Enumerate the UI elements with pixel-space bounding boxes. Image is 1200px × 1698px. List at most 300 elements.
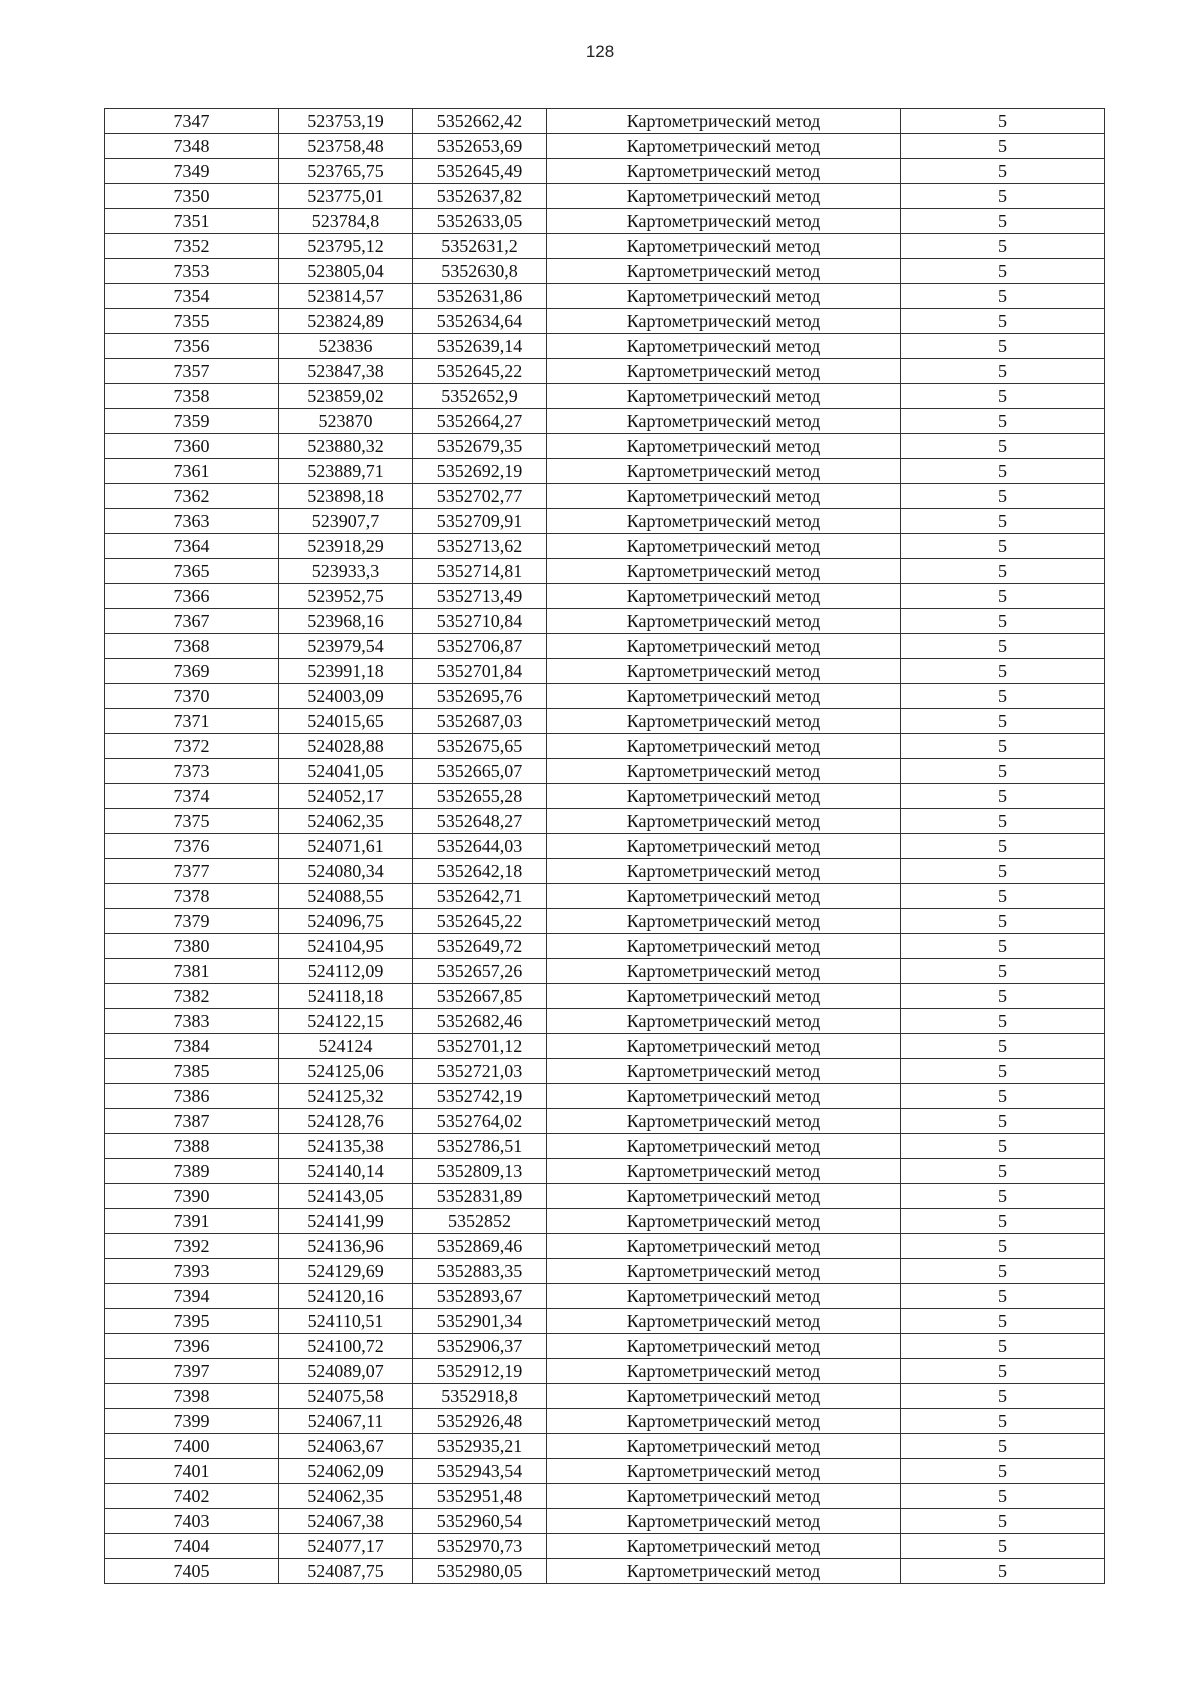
accuracy-cell: 5 <box>901 209 1105 234</box>
x-coordinate-cell: 523824,89 <box>279 309 413 334</box>
accuracy-cell: 5 <box>901 434 1105 459</box>
point-number-cell: 7373 <box>105 759 279 784</box>
method-cell: Картометрический метод <box>547 1009 901 1034</box>
y-coordinate-cell: 5352645,22 <box>413 909 547 934</box>
table-row <box>105 159 1105 184</box>
method-cell: Картометрический метод <box>547 1434 901 1459</box>
table-row <box>105 1459 1105 1484</box>
table-row <box>105 309 1105 334</box>
point-number-cell: 7378 <box>105 884 279 909</box>
accuracy-cell: 5 <box>901 1209 1105 1234</box>
y-coordinate-cell: 5352639,14 <box>413 334 547 359</box>
accuracy-cell: 5 <box>901 509 1105 534</box>
x-coordinate-cell: 524088,55 <box>279 884 413 909</box>
accuracy-cell: 5 <box>901 359 1105 384</box>
point-number-cell: 7397 <box>105 1359 279 1384</box>
point-number-cell: 7399 <box>105 1409 279 1434</box>
table-row <box>105 359 1105 384</box>
x-coordinate-cell: 524128,76 <box>279 1109 413 1134</box>
y-coordinate-cell: 5352679,35 <box>413 434 547 459</box>
x-coordinate-cell: 523898,18 <box>279 484 413 509</box>
y-coordinate-cell: 5352893,67 <box>413 1284 547 1309</box>
method-cell: Картометрический метод <box>547 709 901 734</box>
y-coordinate-cell: 5352786,51 <box>413 1134 547 1159</box>
accuracy-cell: 5 <box>901 484 1105 509</box>
accuracy-cell: 5 <box>901 984 1105 1009</box>
method-cell: Картометрический метод <box>547 109 901 134</box>
point-number-cell: 7402 <box>105 1484 279 1509</box>
method-cell: Картометрический метод <box>547 134 901 159</box>
y-coordinate-cell: 5352713,49 <box>413 584 547 609</box>
accuracy-cell: 5 <box>901 1359 1105 1384</box>
y-coordinate-cell: 5352918,8 <box>413 1384 547 1409</box>
y-coordinate-cell: 5352764,02 <box>413 1109 547 1134</box>
point-number-cell: 7382 <box>105 984 279 1009</box>
accuracy-cell: 5 <box>901 709 1105 734</box>
point-number-cell: 7395 <box>105 1309 279 1334</box>
accuracy-cell: 5 <box>901 1409 1105 1434</box>
point-number-cell: 7404 <box>105 1534 279 1559</box>
x-coordinate-cell: 523775,01 <box>279 184 413 209</box>
method-cell: Картометрический метод <box>547 984 901 1009</box>
point-number-cell: 7400 <box>105 1434 279 1459</box>
point-number-cell: 7364 <box>105 534 279 559</box>
method-cell: Картометрический метод <box>547 884 901 909</box>
table-row <box>105 559 1105 584</box>
table-row <box>105 684 1105 709</box>
method-cell: Картометрический метод <box>547 1409 901 1434</box>
table-row <box>105 884 1105 909</box>
point-number-cell: 7388 <box>105 1134 279 1159</box>
method-cell: Картометрический метод <box>547 859 901 884</box>
y-coordinate-cell: 5352637,82 <box>413 184 547 209</box>
accuracy-cell: 5 <box>901 134 1105 159</box>
y-coordinate-cell: 5352649,72 <box>413 934 547 959</box>
point-number-cell: 7367 <box>105 609 279 634</box>
y-coordinate-cell: 5352662,42 <box>413 109 547 134</box>
method-cell: Картометрический метод <box>547 334 901 359</box>
table-row <box>105 1484 1105 1509</box>
accuracy-cell: 5 <box>901 1059 1105 1084</box>
table-row <box>105 859 1105 884</box>
table-row <box>105 834 1105 859</box>
method-cell: Картометрический метод <box>547 484 901 509</box>
method-cell: Картометрический метод <box>547 1384 901 1409</box>
point-number-cell: 7387 <box>105 1109 279 1134</box>
point-number-cell: 7391 <box>105 1209 279 1234</box>
table-row <box>105 234 1105 259</box>
accuracy-cell: 5 <box>901 1284 1105 1309</box>
point-number-cell: 7362 <box>105 484 279 509</box>
table-row <box>105 1334 1105 1359</box>
table-row <box>105 809 1105 834</box>
y-coordinate-cell: 5352665,07 <box>413 759 547 784</box>
method-cell: Картометрический метод <box>547 384 901 409</box>
table-row <box>105 1234 1105 1259</box>
table-row <box>105 584 1105 609</box>
y-coordinate-cell: 5352713,62 <box>413 534 547 559</box>
y-coordinate-cell: 5352701,12 <box>413 1034 547 1059</box>
x-coordinate-cell: 524003,09 <box>279 684 413 709</box>
x-coordinate-cell: 524112,09 <box>279 959 413 984</box>
x-coordinate-cell: 524067,11 <box>279 1409 413 1434</box>
x-coordinate-cell: 523847,38 <box>279 359 413 384</box>
accuracy-cell: 5 <box>901 309 1105 334</box>
method-cell: Картометрический метод <box>547 834 901 859</box>
point-number-cell: 7348 <box>105 134 279 159</box>
method-cell: Картометрический метод <box>547 209 901 234</box>
accuracy-cell: 5 <box>901 1184 1105 1209</box>
x-coordinate-cell: 524075,58 <box>279 1384 413 1409</box>
x-coordinate-cell: 524089,07 <box>279 1359 413 1384</box>
point-number-cell: 7354 <box>105 284 279 309</box>
x-coordinate-cell: 523933,3 <box>279 559 413 584</box>
point-number-cell: 7356 <box>105 334 279 359</box>
point-number-cell: 7380 <box>105 934 279 959</box>
y-coordinate-cell: 5352687,03 <box>413 709 547 734</box>
y-coordinate-cell: 5352951,48 <box>413 1484 547 1509</box>
point-number-cell: 7377 <box>105 859 279 884</box>
y-coordinate-cell: 5352809,13 <box>413 1159 547 1184</box>
y-coordinate-cell: 5352664,27 <box>413 409 547 434</box>
method-cell: Картометрический метод <box>547 1259 901 1284</box>
method-cell: Картометрический метод <box>547 1309 901 1334</box>
y-coordinate-cell: 5352701,84 <box>413 659 547 684</box>
point-number-cell: 7405 <box>105 1559 279 1584</box>
table-row <box>105 1359 1105 1384</box>
method-cell: Картометрический метод <box>547 1284 901 1309</box>
table-row <box>105 1509 1105 1534</box>
y-coordinate-cell: 5352901,34 <box>413 1309 547 1334</box>
table-row <box>105 1184 1105 1209</box>
accuracy-cell: 5 <box>901 534 1105 559</box>
y-coordinate-cell: 5352852 <box>413 1209 547 1234</box>
table-row <box>105 1559 1105 1584</box>
table-row <box>105 959 1105 984</box>
table-row <box>105 1009 1105 1034</box>
x-coordinate-cell: 524120,16 <box>279 1284 413 1309</box>
x-coordinate-cell: 524087,75 <box>279 1559 413 1584</box>
table-row <box>105 634 1105 659</box>
x-coordinate-cell: 523805,04 <box>279 259 413 284</box>
x-coordinate-cell: 524041,05 <box>279 759 413 784</box>
x-coordinate-cell: 524140,14 <box>279 1159 413 1184</box>
method-cell: Картометрический метод <box>547 1034 901 1059</box>
point-number-cell: 7349 <box>105 159 279 184</box>
method-cell: Картометрический метод <box>547 234 901 259</box>
table-row <box>105 1309 1105 1334</box>
accuracy-cell: 5 <box>901 909 1105 934</box>
table-row <box>105 1084 1105 1109</box>
table-row <box>105 509 1105 534</box>
accuracy-cell: 5 <box>901 1159 1105 1184</box>
point-number-cell: 7350 <box>105 184 279 209</box>
y-coordinate-cell: 5352682,46 <box>413 1009 547 1034</box>
table-row <box>105 1284 1105 1309</box>
y-coordinate-cell: 5352960,54 <box>413 1509 547 1534</box>
table-row <box>105 609 1105 634</box>
method-cell: Картометрический метод <box>547 759 901 784</box>
method-cell: Картометрический метод <box>547 909 901 934</box>
method-cell: Картометрический метод <box>547 784 901 809</box>
point-number-cell: 7379 <box>105 909 279 934</box>
y-coordinate-cell: 5352883,35 <box>413 1259 547 1284</box>
accuracy-cell: 5 <box>901 1259 1105 1284</box>
page-number: 128 <box>585 42 615 61</box>
point-number-cell: 7347 <box>105 109 279 134</box>
accuracy-cell: 5 <box>901 734 1105 759</box>
method-cell: Картометрический метод <box>547 534 901 559</box>
accuracy-cell: 5 <box>901 659 1105 684</box>
accuracy-cell: 5 <box>901 1234 1105 1259</box>
accuracy-cell: 5 <box>901 259 1105 284</box>
point-number-cell: 7376 <box>105 834 279 859</box>
point-number-cell: 7355 <box>105 309 279 334</box>
y-coordinate-cell: 5352943,54 <box>413 1459 547 1484</box>
y-coordinate-cell: 5352653,69 <box>413 134 547 159</box>
x-coordinate-cell: 523870 <box>279 409 413 434</box>
point-number-cell: 7360 <box>105 434 279 459</box>
accuracy-cell: 5 <box>901 834 1105 859</box>
y-coordinate-cell: 5352714,81 <box>413 559 547 584</box>
y-coordinate-cell: 5352631,86 <box>413 284 547 309</box>
point-number-cell: 7352 <box>105 234 279 259</box>
x-coordinate-cell: 524104,95 <box>279 934 413 959</box>
x-coordinate-cell: 523765,75 <box>279 159 413 184</box>
y-coordinate-cell: 5352630,8 <box>413 259 547 284</box>
y-coordinate-cell: 5352642,71 <box>413 884 547 909</box>
method-cell: Картометрический метод <box>547 934 901 959</box>
table-row <box>105 184 1105 209</box>
table-row <box>105 1384 1105 1409</box>
accuracy-cell: 5 <box>901 684 1105 709</box>
table-row <box>105 1059 1105 1084</box>
table-row <box>105 459 1105 484</box>
table-row <box>105 259 1105 284</box>
x-coordinate-cell: 524071,61 <box>279 834 413 859</box>
accuracy-cell: 5 <box>901 784 1105 809</box>
y-coordinate-cell: 5352710,84 <box>413 609 547 634</box>
accuracy-cell: 5 <box>901 1534 1105 1559</box>
y-coordinate-cell: 5352869,46 <box>413 1234 547 1259</box>
y-coordinate-cell: 5352702,77 <box>413 484 547 509</box>
x-coordinate-cell: 523918,29 <box>279 534 413 559</box>
accuracy-cell: 5 <box>901 1084 1105 1109</box>
x-coordinate-cell: 524015,65 <box>279 709 413 734</box>
method-cell: Картометрический метод <box>547 1459 901 1484</box>
y-coordinate-cell: 5352648,27 <box>413 809 547 834</box>
point-number-cell: 7390 <box>105 1184 279 1209</box>
x-coordinate-cell: 524129,69 <box>279 1259 413 1284</box>
method-cell: Картометрический метод <box>547 584 901 609</box>
x-coordinate-cell: 524063,67 <box>279 1434 413 1459</box>
y-coordinate-cell: 5352709,91 <box>413 509 547 534</box>
y-coordinate-cell: 5352645,49 <box>413 159 547 184</box>
accuracy-cell: 5 <box>901 1034 1105 1059</box>
point-number-cell: 7369 <box>105 659 279 684</box>
method-cell: Картометрический метод <box>547 1559 901 1584</box>
x-coordinate-cell: 524125,32 <box>279 1084 413 1109</box>
table-row <box>105 1209 1105 1234</box>
method-cell: Картометрический метод <box>547 1484 901 1509</box>
accuracy-cell: 5 <box>901 634 1105 659</box>
method-cell: Картометрический метод <box>547 1209 901 1234</box>
accuracy-cell: 5 <box>901 284 1105 309</box>
method-cell: Картометрический метод <box>547 284 901 309</box>
point-number-cell: 7401 <box>105 1459 279 1484</box>
table-row <box>105 1134 1105 1159</box>
accuracy-cell: 5 <box>901 809 1105 834</box>
method-cell: Картометрический метод <box>547 1159 901 1184</box>
point-number-cell: 7370 <box>105 684 279 709</box>
method-cell: Картометрический метод <box>547 184 901 209</box>
y-coordinate-cell: 5352980,05 <box>413 1559 547 1584</box>
accuracy-cell: 5 <box>901 1484 1105 1509</box>
point-number-cell: 7403 <box>105 1509 279 1534</box>
y-coordinate-cell: 5352721,03 <box>413 1059 547 1084</box>
x-coordinate-cell: 523753,19 <box>279 109 413 134</box>
x-coordinate-cell: 524062,35 <box>279 1484 413 1509</box>
x-coordinate-cell: 523880,32 <box>279 434 413 459</box>
method-cell: Картометрический метод <box>547 1509 901 1534</box>
y-coordinate-cell: 5352667,85 <box>413 984 547 1009</box>
method-cell: Картометрический метод <box>547 309 901 334</box>
point-number-cell: 7368 <box>105 634 279 659</box>
accuracy-cell: 5 <box>901 959 1105 984</box>
point-number-cell: 7396 <box>105 1334 279 1359</box>
point-number-cell: 7351 <box>105 209 279 234</box>
point-number-cell: 7394 <box>105 1284 279 1309</box>
table-row <box>105 709 1105 734</box>
method-cell: Картометрический метод <box>547 734 901 759</box>
method-cell: Картометрический метод <box>547 259 901 284</box>
x-coordinate-cell: 524141,99 <box>279 1209 413 1234</box>
x-coordinate-cell: 524122,15 <box>279 1009 413 1034</box>
accuracy-cell: 5 <box>901 1509 1105 1534</box>
accuracy-cell: 5 <box>901 1109 1105 1134</box>
accuracy-cell: 5 <box>901 1334 1105 1359</box>
x-coordinate-cell: 524028,88 <box>279 734 413 759</box>
accuracy-cell: 5 <box>901 1009 1105 1034</box>
table-row <box>105 1109 1105 1134</box>
y-coordinate-cell: 5352742,19 <box>413 1084 547 1109</box>
x-coordinate-cell: 523859,02 <box>279 384 413 409</box>
point-number-cell: 7372 <box>105 734 279 759</box>
point-number-cell: 7386 <box>105 1084 279 1109</box>
y-coordinate-cell: 5352912,19 <box>413 1359 547 1384</box>
point-number-cell: 7375 <box>105 809 279 834</box>
point-number-cell: 7392 <box>105 1234 279 1259</box>
method-cell: Картометрический метод <box>547 1059 901 1084</box>
table-row <box>105 934 1105 959</box>
x-coordinate-cell: 524096,75 <box>279 909 413 934</box>
method-cell: Картометрический метод <box>547 684 901 709</box>
x-coordinate-cell: 523758,48 <box>279 134 413 159</box>
y-coordinate-cell: 5352706,87 <box>413 634 547 659</box>
method-cell: Картометрический метод <box>547 434 901 459</box>
y-coordinate-cell: 5352645,22 <box>413 359 547 384</box>
point-number-cell: 7381 <box>105 959 279 984</box>
x-coordinate-cell: 523836 <box>279 334 413 359</box>
x-coordinate-cell: 523991,18 <box>279 659 413 684</box>
accuracy-cell: 5 <box>901 159 1105 184</box>
point-number-cell: 7385 <box>105 1059 279 1084</box>
x-coordinate-cell: 524062,35 <box>279 809 413 834</box>
method-cell: Картометрический метод <box>547 1334 901 1359</box>
table-row <box>105 1434 1105 1459</box>
method-cell: Картометрический метод <box>547 609 901 634</box>
table-row <box>105 209 1105 234</box>
accuracy-cell: 5 <box>901 609 1105 634</box>
point-number-cell: 7374 <box>105 784 279 809</box>
point-number-cell: 7383 <box>105 1009 279 1034</box>
x-coordinate-cell: 523979,54 <box>279 634 413 659</box>
method-cell: Картометрический метод <box>547 1084 901 1109</box>
accuracy-cell: 5 <box>901 1559 1105 1584</box>
method-cell: Картометрический метод <box>547 1234 901 1259</box>
x-coordinate-cell: 524125,06 <box>279 1059 413 1084</box>
point-number-cell: 7384 <box>105 1034 279 1059</box>
y-coordinate-cell: 5352655,28 <box>413 784 547 809</box>
table-row <box>105 109 1105 134</box>
x-coordinate-cell: 523795,12 <box>279 234 413 259</box>
table-row <box>105 734 1105 759</box>
method-cell: Картометрический метод <box>547 509 901 534</box>
method-cell: Картометрический метод <box>547 159 901 184</box>
accuracy-cell: 5 <box>901 384 1105 409</box>
point-number-cell: 7393 <box>105 1259 279 1284</box>
method-cell: Картометрический метод <box>547 1359 901 1384</box>
table-row <box>105 384 1105 409</box>
x-coordinate-cell: 524136,96 <box>279 1234 413 1259</box>
method-cell: Картометрический метод <box>547 459 901 484</box>
y-coordinate-cell: 5352695,76 <box>413 684 547 709</box>
y-coordinate-cell: 5352644,03 <box>413 834 547 859</box>
y-coordinate-cell: 5352631,2 <box>413 234 547 259</box>
method-cell: Картометрический метод <box>547 1109 901 1134</box>
method-cell: Картометрический метод <box>547 1534 901 1559</box>
y-coordinate-cell: 5352970,73 <box>413 1534 547 1559</box>
x-coordinate-cell: 524143,05 <box>279 1184 413 1209</box>
accuracy-cell: 5 <box>901 884 1105 909</box>
table-body <box>105 109 1105 1584</box>
accuracy-cell: 5 <box>901 934 1105 959</box>
accuracy-cell: 5 <box>901 459 1105 484</box>
point-number-cell: 7371 <box>105 709 279 734</box>
accuracy-cell: 5 <box>901 184 1105 209</box>
y-coordinate-cell: 5352633,05 <box>413 209 547 234</box>
table-row <box>105 484 1105 509</box>
y-coordinate-cell: 5352935,21 <box>413 1434 547 1459</box>
y-coordinate-cell: 5352692,19 <box>413 459 547 484</box>
x-coordinate-cell: 523952,75 <box>279 584 413 609</box>
point-number-cell: 7398 <box>105 1384 279 1409</box>
x-coordinate-cell: 524080,34 <box>279 859 413 884</box>
point-number-cell: 7359 <box>105 409 279 434</box>
table-row <box>105 784 1105 809</box>
accuracy-cell: 5 <box>901 334 1105 359</box>
table-row <box>105 434 1105 459</box>
point-number-cell: 7358 <box>105 384 279 409</box>
point-number-cell: 7361 <box>105 459 279 484</box>
x-coordinate-cell: 523907,7 <box>279 509 413 534</box>
table-row <box>105 909 1105 934</box>
point-number-cell: 7389 <box>105 1159 279 1184</box>
table-row <box>105 1034 1105 1059</box>
x-coordinate-cell: 523814,57 <box>279 284 413 309</box>
x-coordinate-cell: 523889,71 <box>279 459 413 484</box>
table-row <box>105 984 1105 1009</box>
